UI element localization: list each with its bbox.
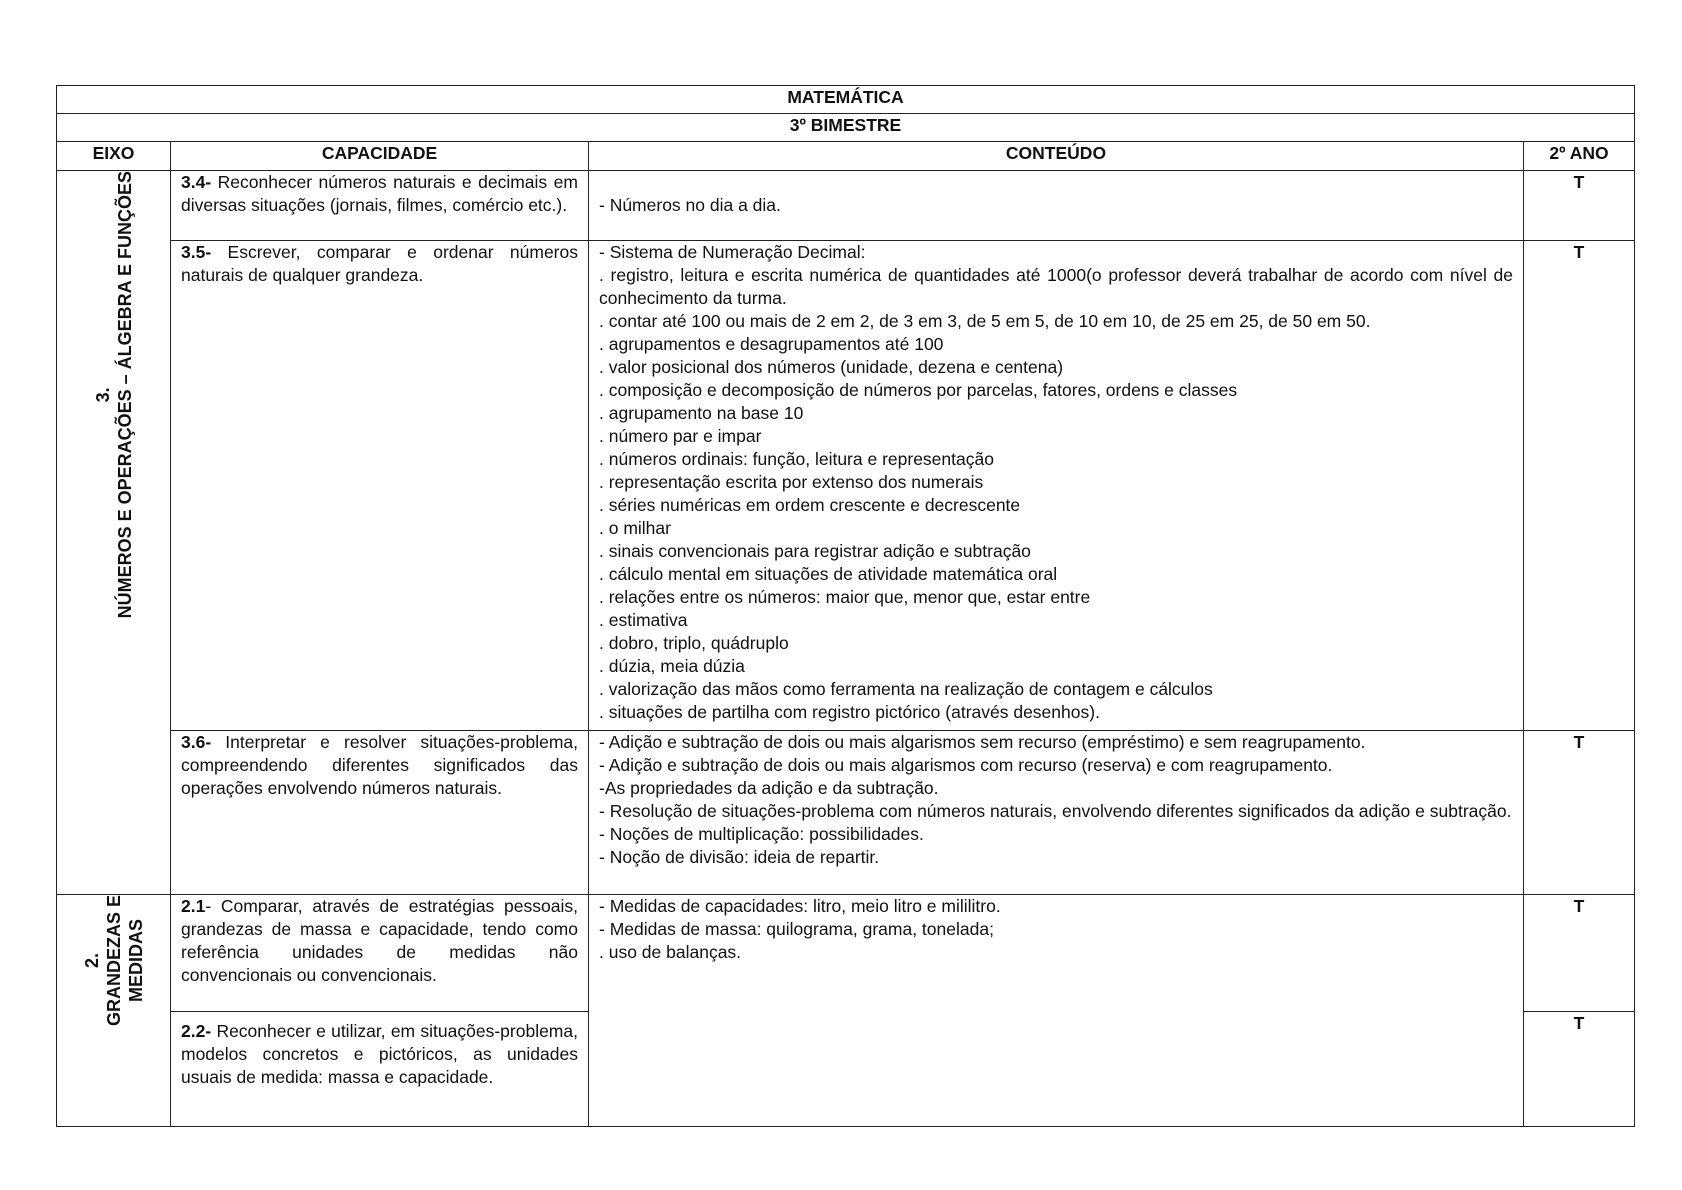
content-line: - Medidas de capacidades: litro, meio litro e mililitro. (599, 896, 1001, 916)
capacity-code: 2.1 (181, 896, 206, 916)
capacity-code: 2.2- (181, 1021, 212, 1041)
table-title: MATEMÁTICA (57, 86, 1635, 114)
curriculum-table (56, 85, 1635, 1127)
content-line: - Noção de divisão: ideia de repartir. (599, 847, 880, 867)
content-line: . sinais convencionais para registrar adição e subtração (599, 541, 1031, 561)
content-cell (589, 171, 1524, 241)
axis-label: MEDIDAS (125, 919, 146, 1003)
content-line: - Números no dia a dia. (599, 195, 781, 215)
content-line: - Resolução de situações-problema com números naturais, envolvendo diferentes significados da adição e subtração. (599, 801, 1512, 821)
content-line: - Noções de multiplicação: possibilidades. (599, 824, 924, 844)
capacity-text: Reconhecer e utilizar, em situações-problema, modelos concretos e pictóricos, as unidades usuais de medida: massa e capacidade. (181, 1021, 578, 1087)
axis-number: 2. (81, 953, 102, 969)
ano-cell: T (1524, 1012, 1635, 1127)
content-line: . número par e impar (599, 426, 762, 446)
content-line: . uso de balanças. (599, 942, 742, 962)
content-line: . agrupamentos e desagrupamentos até 100 (599, 334, 944, 354)
capacity-text: Escrever, comparar e ordenar números naturais de qualquer grandeza. (181, 242, 578, 285)
header-eixo: EIXO (57, 142, 171, 171)
ano-cell: T (1524, 731, 1635, 895)
content-cell (589, 731, 1524, 895)
table-row (57, 731, 1635, 895)
content-line: -As propriedades da adição e da subtração. (599, 778, 939, 798)
axis-label: GRANDEZAS E (103, 895, 124, 1027)
header-ano: 2º ANO (1524, 142, 1635, 171)
capacity-text: Reconhecer números naturais e decimais em diversas situações (jornais, filmes, comércio etc.). (181, 172, 578, 215)
axis-number: 3. (92, 387, 113, 403)
content-line: . o milhar (599, 518, 671, 538)
header-conteudo: CONTEÚDO (589, 142, 1524, 171)
capacity-code: 3.5- (181, 242, 212, 262)
content-line: - Medidas de massa: quilograma, grama, tonelada; (599, 919, 994, 939)
capacity-cell (171, 171, 589, 241)
content-line: - Adição e subtração de dois ou mais algarismos sem recurso (empréstimo) e sem reagrupamento. (599, 732, 1366, 752)
content-line: . composição e decomposição de números por parcelas, fatores, ordens e classes (599, 380, 1238, 400)
content-line: . dobro, triplo, quádruplo (599, 633, 789, 653)
axis-numeros-operacoes (57, 171, 171, 895)
content-line: . valor posicional dos números (unidade, dezena e centena) (599, 357, 1064, 377)
table-row (57, 171, 1635, 241)
capacity-cell (171, 1012, 589, 1127)
capacity-cell (171, 731, 589, 895)
content-cell (589, 241, 1524, 731)
content-line: - Adição e subtração de dois ou mais algarismos com recurso (reserva) e com reagrupamento. (599, 755, 1333, 775)
content-line: . representação escrita por extenso dos numerais (599, 472, 984, 492)
capacity-code: 3.4- (181, 172, 212, 192)
content-line: . séries numéricas em ordem crescente e decrescente (599, 495, 1021, 515)
ano-cell: T (1524, 171, 1635, 241)
content-line: . dúzia, meia dúzia (599, 656, 745, 676)
table-row (57, 895, 1635, 1012)
axis-label: NÚMEROS E OPERAÇÕES – ÁLGEBRA E FUNÇÕES (114, 171, 135, 619)
content-line: . relações entre os números: maior que, menor que, estar entre (599, 587, 1091, 607)
capacity-code: 3.6- (181, 732, 212, 752)
table-row (57, 241, 1635, 731)
capacity-cell (171, 895, 589, 1012)
capacity-text: - Comparar, através de estratégias pessoais, grandezas de massa e capacidade, tendo como referência unidades de medidas não convencionais ou convencionais. (181, 896, 578, 985)
content-line: . cálculo mental em situações de atividade matemática oral (599, 564, 1058, 584)
content-line: . contar até 100 ou mais de 2 em 2, de 3 em 3, de 5 em 5, de 10 em 10, de 25 em 25, de 50 em 50. (599, 311, 1371, 331)
capacity-cell (171, 241, 589, 731)
content-line: . números ordinais: função, leitura e representação (599, 449, 994, 469)
table-subtitle: 3º BIMESTRE (57, 114, 1635, 142)
content-line: . registro, leitura e escrita numérica de quantidades até 1000(o professor deverá trabalhar de acordo com nível de conhecimento da turma. (599, 265, 1513, 308)
ano-cell: T (1524, 895, 1635, 1012)
header-capacidade: CAPACIDADE (171, 142, 589, 171)
capacity-text: Interpretar e resolver situações-problema, compreendendo diferentes significados das operações envolvendo números naturais. (181, 732, 578, 798)
content-line: . valorização das mãos como ferramenta na realização de contagem e cálculos (599, 679, 1213, 699)
content-line: . situações de partilha com registro pictórico (através desenhos). (599, 702, 1100, 722)
content-line: . estimativa (599, 610, 688, 630)
content-line: . agrupamento na base 10 (599, 403, 804, 423)
content-cell (589, 895, 1524, 1127)
axis-grandezas-medidas (57, 895, 171, 1127)
content-line: - Sistema de Numeração Decimal: (599, 242, 866, 262)
ano-cell: T (1524, 241, 1635, 731)
